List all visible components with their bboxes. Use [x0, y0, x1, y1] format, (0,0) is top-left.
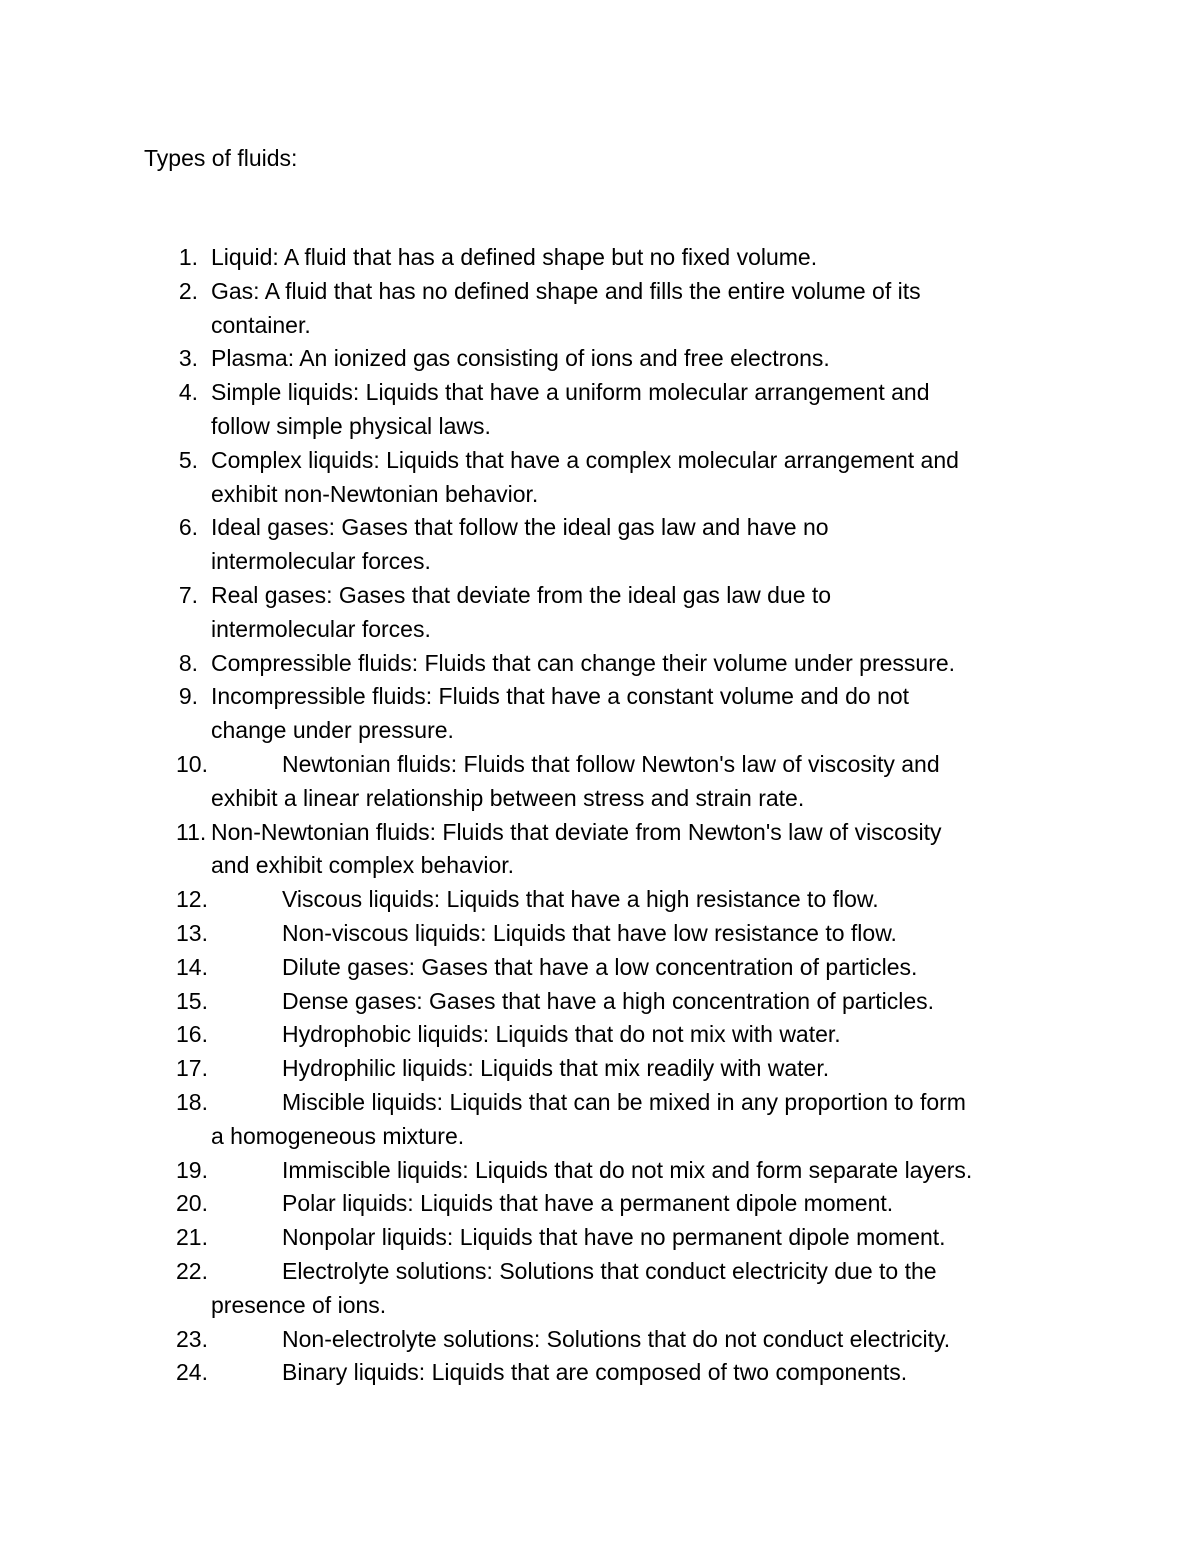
list-item-number: 23. — [176, 1325, 208, 1352]
list-item-continuation: a homogeneous mixture. — [211, 1122, 465, 1149]
list-item-text: Dilute gases: Gases that have a low concentration of particles. — [282, 953, 918, 980]
list-item-text: Liquid: A fluid that has a defined shape but no fixed volume. — [211, 244, 818, 270]
list-item-text: Hydrophobic liquids: Liquids that do not mix with water. — [282, 1021, 841, 1048]
list-item-number: 15. — [176, 987, 208, 1014]
list-item-number: 18. — [176, 1088, 208, 1115]
list-item-text: Compressible fluids: Fluids that can change their volume under pressure. — [211, 649, 956, 676]
list-item — [0, 1018, 1200, 1052]
list-item-text: Miscible liquids: Liquids that can be mixed in any proportion to form — [282, 1088, 966, 1115]
list-item — [0, 816, 1200, 884]
list-item-number: 17. — [176, 1055, 208, 1082]
list-item-continuation: exhibit a linear relationship between stress and strain rate. — [211, 784, 805, 811]
list-item-number: 16. — [176, 1021, 208, 1048]
list-item — [0, 985, 1200, 1019]
list-item-number: 2. — [178, 277, 198, 304]
list-item-text: Binary liquids: Liquids that are composed of two components. — [282, 1359, 908, 1386]
list-item-number: 13. — [176, 919, 208, 946]
list-item-number: 5. — [178, 446, 198, 473]
list-item — [0, 275, 1200, 343]
list-item-number: 7. — [178, 581, 198, 608]
list-item — [0, 1052, 1200, 1086]
list-item-continuation: change under pressure. — [211, 717, 454, 744]
list-item — [0, 917, 1200, 951]
list-item-text: Newtonian fluids: Fluids that follow Newton's law of viscosity and — [282, 750, 940, 777]
list-item-number: 9. — [178, 683, 198, 710]
list-item-text: Gas: A fluid that has no defined shape and fills the entire volume of its — [211, 277, 921, 304]
list-item — [0, 444, 1200, 512]
list-item-continuation: presence of ions. — [211, 1291, 387, 1318]
list-item-text: Non-Newtonian fluids: Fluids that deviate from Newton's law of viscosity — [211, 818, 942, 845]
list-item-text: Non-electrolyte solutions: Solutions that do not conduct electricity. — [282, 1325, 951, 1352]
list-item-text: Polar liquids: Liquids that have a permanent dipole moment. — [282, 1190, 894, 1217]
page-title: Types of fluids: — [144, 145, 298, 171]
list-item — [0, 1356, 1200, 1390]
list-item — [0, 748, 1200, 816]
list-item — [0, 1221, 1200, 1255]
list-item-number: 21. — [176, 1224, 208, 1251]
list-item-number: 24. — [176, 1359, 208, 1386]
list-item-text: Non-viscous liquids: Liquids that have low resistance to flow. — [282, 919, 897, 946]
list-item-number: 14. — [176, 953, 208, 980]
list-item-text: Hydrophilic liquids: Liquids that mix readily with water. — [282, 1055, 830, 1082]
list-item — [0, 680, 1200, 748]
list-item-text: Immiscible liquids: Liquids that do not mix and form separate layers. — [282, 1156, 973, 1183]
list-item-continuation: intermolecular forces. — [211, 548, 431, 575]
list-item-number: 19. — [176, 1156, 208, 1183]
list-item-text: Plasma: An ionized gas consisting of ions and free electrons. — [211, 345, 830, 372]
list-item-number: 22. — [176, 1257, 208, 1284]
list-item — [0, 241, 1200, 275]
list-item — [0, 647, 1200, 681]
list-item — [0, 1154, 1200, 1188]
list-item-text: Electrolyte solutions: Solutions that conduct electricity due to the — [282, 1257, 937, 1284]
list-item-text: Ideal gases: Gases that follow the ideal gas law and have no — [211, 514, 829, 541]
list-item-continuation: exhibit non-Newtonian behavior. — [211, 480, 539, 507]
list-item-number: 4. — [178, 379, 198, 406]
list-item — [0, 1086, 1200, 1154]
list-item-text: Real gases: Gases that deviate from the ideal gas law due to — [211, 581, 832, 608]
list-item-number: 11. — [176, 818, 207, 845]
list-item-text: Complex liquids: Liquids that have a complex molecular arrangement and — [211, 446, 959, 473]
fluid-types-list — [0, 241, 1200, 1390]
list-item-number: 8. — [178, 649, 198, 676]
list-item — [0, 1255, 1200, 1323]
list-item-text: Viscous liquids: Liquids that have a high resistance to flow. — [282, 886, 879, 913]
list-item-text: Simple liquids: Liquids that have a uniform molecular arrangement and — [211, 379, 930, 406]
list-item-number: 20. — [176, 1190, 208, 1217]
list-item-continuation: and exhibit complex behavior. — [211, 852, 515, 879]
list-item — [0, 951, 1200, 985]
list-item-text: Incompressible fluids: Fluids that have a constant volume and do not — [211, 683, 910, 710]
list-item — [0, 1187, 1200, 1221]
list-item-number: 6. — [178, 514, 198, 541]
list-item-number: 10. — [176, 750, 208, 777]
list-item-continuation: container. — [211, 311, 311, 338]
list-item — [0, 376, 1200, 444]
list-item — [0, 342, 1200, 376]
list-item-number: 3. — [178, 345, 198, 372]
list-item-number: 1. — [178, 244, 198, 270]
list-item — [0, 1323, 1200, 1357]
list-item-continuation: intermolecular forces. — [211, 615, 431, 642]
list-item-number: 12. — [176, 886, 208, 913]
list-item — [0, 511, 1200, 579]
list-item — [0, 579, 1200, 647]
list-item-continuation: follow simple physical laws. — [211, 412, 491, 439]
list-item-text: Dense gases: Gases that have a high concentration of particles. — [282, 987, 935, 1014]
list-item-text: Nonpolar liquids: Liquids that have no permanent dipole moment. — [282, 1224, 946, 1251]
list-item — [0, 883, 1200, 917]
